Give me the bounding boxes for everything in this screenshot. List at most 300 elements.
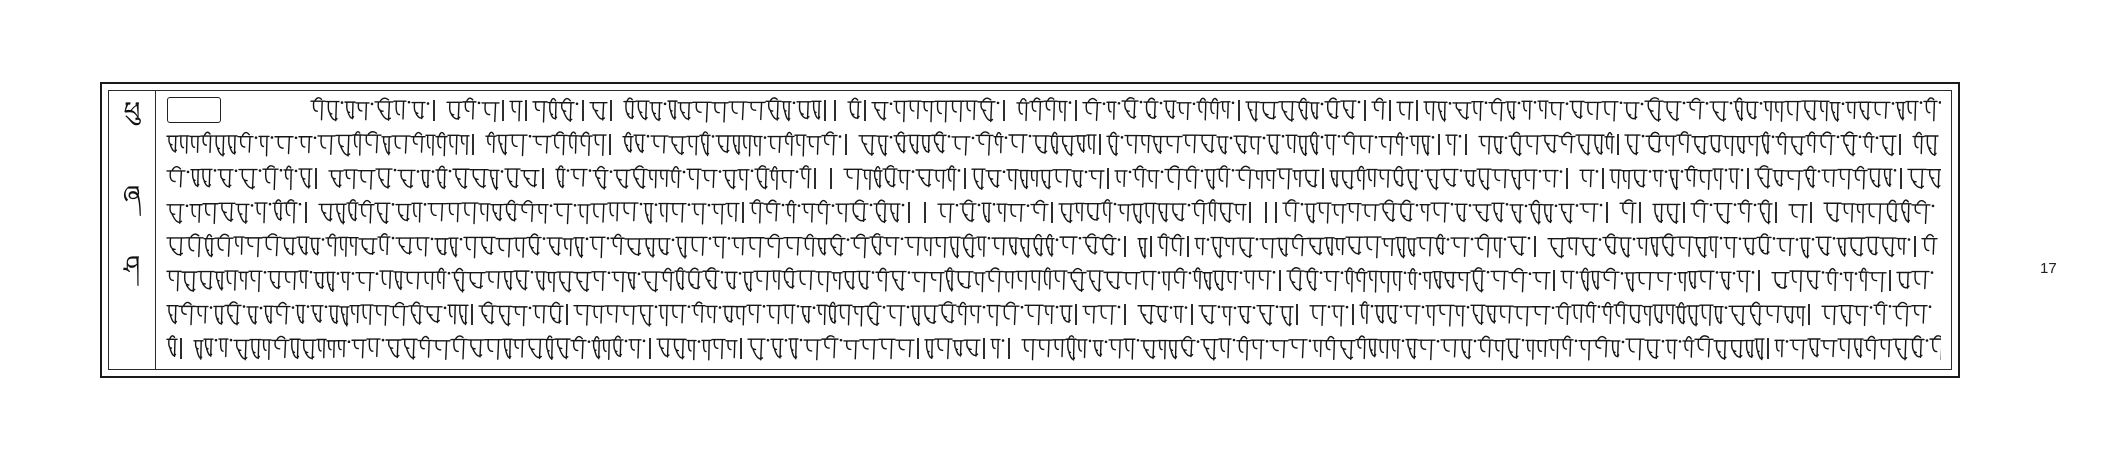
script-glyph [555,339,570,359]
tsheg-mark [1760,102,1763,105]
script-glyph [1287,268,1304,291]
script-glyph [1009,135,1027,153]
script-glyph [1335,239,1345,255]
script-glyph [1645,98,1663,121]
script-glyph [1858,102,1871,120]
script-glyph [851,234,869,257]
script-glyph [196,307,208,323]
script-glyph [1382,239,1395,256]
script-glyph [784,238,802,255]
script-glyph [1745,341,1754,358]
tsheg-mark [1754,204,1757,207]
tsheg-mark [550,204,553,207]
script-glyph [874,200,888,222]
script-glyph [1646,132,1663,152]
script-glyph [268,272,282,289]
tsheg-mark [785,339,788,342]
tsheg-mark [1085,171,1088,174]
script-glyph [755,166,769,189]
script-glyph [374,306,389,325]
script-glyph [559,99,574,122]
script-glyph [311,306,323,323]
script-glyph [1580,268,1590,291]
script-glyph [872,103,888,120]
script-glyph [634,135,645,152]
tsheg-mark [1161,171,1164,174]
script-glyph [1880,238,1896,257]
tsheg-mark [215,339,218,342]
script-glyph [877,136,888,156]
script-line-8 [161,333,1945,363]
script-line-4 [161,197,1945,227]
script-glyph [1293,171,1302,187]
script-glyph [1087,135,1096,153]
script-glyph [782,102,791,121]
tsheg-mark [186,204,189,207]
script-glyph [1093,341,1103,356]
script-glyph [1491,271,1508,289]
script-glyph [1075,203,1084,220]
tsheg-mark [1931,271,1934,274]
script-glyph [378,234,390,255]
script-glyph [1498,306,1513,323]
script-glyph [929,273,944,292]
script-glyph [780,171,794,188]
tsheg-mark [1840,272,1843,275]
tsheg-mark [625,340,628,343]
script-glyph [1514,307,1531,326]
margin-glyph-3: ཤ [123,251,141,281]
tsheg-mark [902,204,905,207]
script-glyph [426,135,435,155]
script-glyph [1123,273,1140,289]
tsheg-mark [883,306,886,309]
script-glyph [451,336,467,359]
script-glyph [1209,99,1220,119]
script-glyph [638,306,653,326]
tsheg-mark [1346,306,1349,309]
script-glyph [1570,101,1584,118]
script-glyph [1559,204,1574,223]
script-glyph [1392,272,1402,291]
script-glyph [1883,169,1892,186]
script-glyph [1279,102,1296,121]
script-glyph [1059,204,1074,223]
script-glyph [245,238,262,257]
script-glyph [259,136,269,155]
tsheg-mark [1419,273,1422,276]
script-glyph [1619,238,1631,257]
script-glyph [504,200,518,221]
script-glyph [1837,238,1847,256]
script-glyph [1764,102,1773,120]
script-glyph [1045,235,1054,257]
script-glyph [1107,132,1119,155]
script-glyph [1457,273,1470,291]
script-glyph [1800,238,1810,258]
script-glyph [375,203,390,223]
tsheg-mark [1276,305,1279,308]
script-glyph [356,273,374,291]
script-glyph [1880,136,1896,155]
script-glyph [1372,98,1386,119]
script-glyph [1332,205,1346,223]
script-glyph [1859,268,1868,290]
tsheg-mark [1400,305,1403,308]
script-glyph [974,273,985,292]
script-glyph [167,167,185,187]
script-glyph [952,137,970,155]
script-glyph [1542,136,1558,153]
script-glyph [1019,239,1031,258]
script-glyph [1303,170,1319,187]
tsheg-mark [352,272,355,275]
script-glyph [1549,340,1560,359]
script-glyph [404,272,422,288]
tsheg-mark [448,272,451,275]
script-glyph [215,234,233,256]
script-glyph [1506,102,1516,120]
tsheg-mark [1232,169,1235,172]
script-glyph [768,137,783,153]
script-glyph [692,302,705,322]
script-glyph [179,302,195,324]
script-glyph [1435,234,1445,254]
script-glyph [912,273,928,292]
tsheg-mark [698,340,701,343]
script-glyph [329,306,339,323]
script-glyph [1007,170,1018,189]
tsheg-mark [712,135,715,138]
script-glyph [1260,239,1276,258]
script-glyph [1325,238,1334,256]
tsheg-mark [1432,136,1435,139]
script-glyph [1805,271,1820,289]
script-glyph [935,101,949,122]
tsheg-mark [1649,170,1652,173]
script-glyph [236,204,249,223]
script-glyph [1307,238,1324,254]
script-glyph [486,272,502,288]
script-glyph [337,341,346,357]
tsheg-mark [235,169,238,172]
script-glyph [1893,302,1911,325]
script-glyph [1147,171,1159,188]
tsheg-mark [1089,340,1092,343]
script-glyph [1687,98,1704,118]
script-glyph [934,170,946,188]
script-glyph [648,170,658,187]
script-glyph [1844,273,1853,291]
script-glyph [772,271,781,289]
script-glyph [382,137,391,155]
script-glyph [449,238,458,257]
script-glyph [1406,170,1419,190]
script-glyph [1866,204,1884,223]
script-glyph [491,205,503,221]
script-line-2 [161,129,1945,159]
tsheg-mark [567,169,570,172]
script-glyph [1431,203,1449,222]
script-glyph [934,238,948,257]
script-glyph [1217,137,1228,154]
script-glyph [1164,101,1176,118]
script-glyph [1510,171,1522,190]
script-glyph [1910,336,1924,357]
script-glyph [670,306,686,323]
script-glyph [1737,271,1750,292]
tsheg-mark [260,307,263,310]
tsheg-mark [529,135,532,138]
script-glyph [955,272,973,288]
script-glyph [1506,339,1520,358]
script-glyph [447,204,461,222]
script-glyph [1866,237,1879,254]
script-glyph [889,204,900,222]
script-glyph [657,239,670,255]
script-glyph [997,204,1007,221]
script-glyph [659,171,669,187]
tsheg-mark [739,272,742,275]
tsheg-mark [424,203,427,206]
script-glyph [514,271,529,290]
script-glyph [433,341,450,360]
tsheg-mark [972,137,975,140]
script-glyph [668,101,677,119]
script-glyph [415,238,429,256]
script-glyph [1714,307,1723,324]
script-glyph [1729,306,1747,325]
script-glyph [687,136,699,154]
script-glyph [1455,306,1465,326]
script-glyph [1734,98,1744,120]
script-glyph [1912,272,1929,289]
script-glyph [822,336,838,358]
script-glyph [802,204,815,222]
script-glyph [264,306,273,323]
tsheg-mark [1207,238,1210,241]
script-glyph [1478,336,1493,356]
tsheg-mark [1338,135,1341,138]
script-glyph [464,237,478,257]
script-glyph [375,98,393,120]
script-glyph [318,136,335,154]
script-glyph [1872,102,1890,118]
left-margin-column [109,91,156,369]
script-glyph [282,238,296,255]
script-glyph [1666,340,1677,358]
folio-inner-border [108,90,1952,370]
script-glyph [1864,336,1878,359]
tsheg-mark [751,169,754,172]
tsheg-mark [607,237,610,240]
script-glyph [409,302,423,324]
script-glyph [1213,271,1225,290]
script-glyph [327,341,336,357]
script-glyph [803,234,816,256]
tsheg-mark [890,102,893,105]
script-glyph [1471,305,1485,324]
tsheg-mark [907,306,910,309]
script-glyph [612,336,623,356]
script-glyph [204,235,214,257]
tsheg-mark [793,101,796,104]
script-glyph [227,136,237,154]
script-glyph [386,340,401,358]
script-glyph [986,171,1001,188]
script-glyph [356,103,369,120]
tsheg-mark [576,102,579,105]
script-glyph [299,271,308,288]
script-glyph [1846,102,1857,118]
script-glyph [1158,234,1169,256]
script-glyph [642,272,660,292]
script-glyph [625,239,643,255]
tsheg-mark [1818,170,1821,173]
script-glyph [1736,137,1746,153]
tsheg-mark [1876,136,1879,139]
tsheg-mark [1752,271,1755,274]
tsheg-mark [796,170,799,173]
script-glyph [1559,133,1575,153]
tsheg-mark [958,169,961,172]
script-glyph [629,340,641,358]
script-glyph [1104,272,1122,289]
script-glyph [1203,273,1212,290]
script-glyph [1362,205,1379,220]
script-glyph [1016,271,1029,289]
script-glyph [1345,268,1354,292]
script-glyph [1122,98,1138,119]
script-glyph [1017,99,1029,121]
tsheg-mark [1309,340,1312,343]
script-glyph [676,237,688,258]
tsheg-mark [1859,135,1862,138]
script-glyph [991,340,1000,358]
script-glyph [1332,306,1344,326]
script-glyph [1217,166,1230,187]
tsheg-mark [1232,101,1235,104]
script-glyph [214,306,224,324]
script-glyph [1076,136,1086,152]
script-glyph [219,339,228,356]
script-glyph [876,268,889,291]
script-glyph [1841,132,1857,156]
script-glyph [1309,132,1319,154]
script-glyph [186,234,203,256]
script-glyph [817,305,827,324]
script-glyph [1624,103,1639,119]
script-glyph [234,340,249,359]
script-glyph [816,201,830,224]
tsheg-mark [721,271,724,274]
script-glyph [1077,340,1087,358]
tsheg-mark [432,170,435,173]
tsheg-mark [586,238,589,241]
script-glyph [1030,271,1042,290]
tsheg-mark [988,237,991,240]
script-glyph [435,239,448,255]
script-glyph [1260,103,1278,119]
script-glyph [1593,135,1604,154]
script-glyph [1310,103,1319,119]
script-glyph [994,133,1003,153]
script-glyph [468,340,484,357]
script-glyph [497,306,512,325]
tsheg-mark [840,339,843,342]
tsheg-mark [589,169,592,172]
tsheg-mark [337,272,340,275]
script-glyph [319,204,334,221]
script-glyph [1927,170,1941,188]
script-glyph [352,340,366,358]
script-glyph [1660,234,1676,256]
tsheg-mark [1056,238,1059,241]
script-glyph [463,98,476,119]
tsheg-mark [1406,137,1409,140]
script-glyph [167,238,185,255]
script-glyph [341,272,350,289]
script-glyph [1930,336,1941,360]
tsheg-mark [1460,169,1463,172]
script-glyph [1406,340,1417,359]
script-glyph [358,171,375,189]
script-glyph [602,340,611,359]
script-glyph [1165,166,1183,189]
script-glyph [1192,200,1207,224]
tsheg-mark [1681,170,1684,173]
script-glyph [1745,102,1758,119]
script-glyph [1908,169,1926,188]
tsheg-mark [1796,238,1799,241]
tsheg-mark [574,204,577,207]
tsheg-mark [307,305,310,308]
script-glyph [1471,268,1485,292]
script-glyph [1790,340,1807,358]
script-glyph [1238,307,1251,324]
script-glyph [412,203,422,222]
script-glyph [693,102,711,122]
script-glyph [1201,340,1218,360]
script-line-7 [161,299,1945,329]
script-glyph [1653,305,1664,323]
script-glyph [706,306,717,322]
script-glyph [1177,103,1191,120]
script-glyph [510,101,522,120]
script-glyph [1723,137,1735,156]
script-glyph [167,205,184,223]
tsheg-mark [1459,135,1462,138]
tsheg-mark [1140,101,1143,104]
script-glyph [1083,306,1097,323]
script-glyph [563,239,573,256]
script-glyph [436,268,446,288]
tsheg-mark [295,170,298,173]
tsheg-mark [908,271,911,274]
script-glyph [1053,271,1067,289]
tsheg-mark [529,307,532,310]
script-glyph [247,307,258,324]
script-glyph [1632,170,1647,187]
tsheg-mark [983,306,986,309]
script-glyph [817,239,827,255]
script-glyph [1205,170,1216,189]
script-glyph [961,234,976,257]
script-glyph [1219,339,1231,358]
tsheg-mark [444,307,447,310]
tsheg-mark [1642,135,1645,138]
script-glyph [557,272,573,292]
